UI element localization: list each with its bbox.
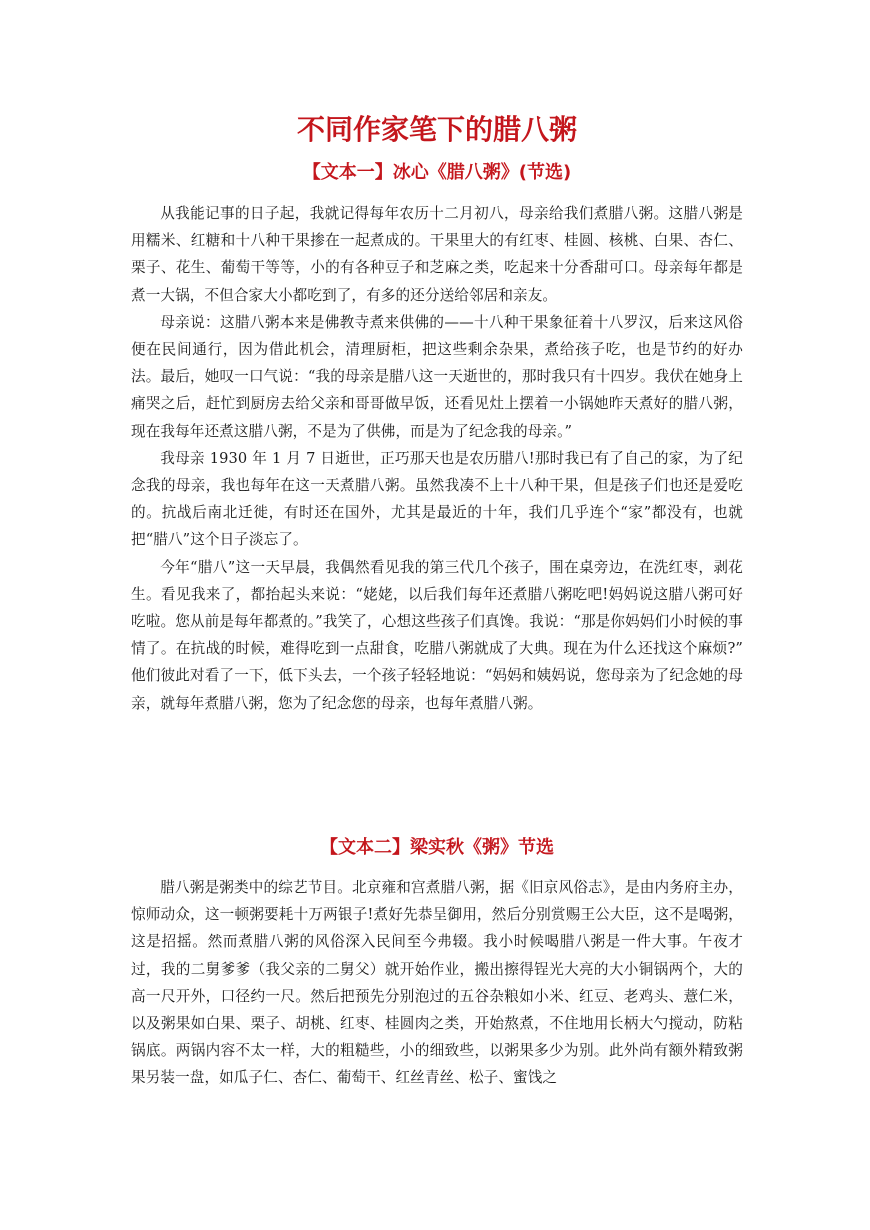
- section-2-paragraph-1: 腊八粥是粥类中的综艺节目。北京雍和宫煮腊八粥，据《旧京风俗志》，是由内务府主办，惊师动众，这一顿粥要耗十万两银子!煮好先恭呈御用，然后分别赏赐王公大臣，这不是喝粥，这是招摇。然而煮腊八粥的风俗深入民间至今弗辍。我小时候喝腊八粥是一件大事。午夜才过，我的二舅爹爹（我父亲的二舅父）就开始作业，搬出擦得锃光大亮的大小铜锅两个，大的高一尺开外，口径约一尺。然后把预先分别泡过的五谷杂粮如小米、红豆、老鸡头、薏仁米，以及粥果如白果、栗子、胡桃、红枣、桂圆肉之类，开始熬煮，不住地用长柄大勺搅动，防粘锅底。两锅内容不太一样，大的粗糙些，小的细致些，以粥果多少为别。此外尚有额外精致粥果另装一盘，如瓜子仁、杏仁、葡萄干、红丝青丝、松子、蜜饯之: [131, 879, 743, 1087]
- section-1-paragraph-4: 今年“腊八”这一天早晨，我偶然看见我的第三代几个孩子，围在桌旁边，在洗红枣，剥花生。看见我来了，都抬起头来说：“姥姥，以后我们每年还煮腊八粥吃吧!妈妈说这腊八粥可好吃啦。您从前是每年都煮的。”我笑了，心想这些孩子们真馋。我说：“那是你妈妈们小时候的事情了。在抗战的时候，难得吃到一点甜食，吃腊八粥就成了大典。现在为什么还找这个麻烦?” 他们彼此对看了一下，低下头去，一个孩子轻轻地说：“妈妈和姨妈说，您母亲为了纪念她的母亲，就每年煮腊八粥，您为了纪念您的母亲，也每年煮腊八粥。: [131, 558, 743, 712]
- section-1-paragraph-1: 从我能记事的日子起，我就记得每年农历十二月初八，母亲给我们煮腊八粥。这腊八粥是用糯米、红糖和十八种干果掺在一起煮成的。干果里大的有红枣、桂圆、核桃、白果、杏仁、栗子、花生、葡萄干等等，小的有各种豆子和芝麻之类，吃起来十分香甜可口。母亲每年都是煮一大锅，不但合家大小都吃到了，有多的还分送给邻居和亲友。: [131, 205, 743, 304]
- document-title: 不同作家笔下的腊八粥: [296, 113, 577, 146]
- section-1-paragraph-3: 我母亲 1930 年 1 月 7 日逝世，正巧那天也是农历腊八!那时我已有了自己的家，为了纪念我的母亲，我也每年在这一天煮腊八粥。虽然我凑不上十八种干果，但是孩子们也还是爱吃的。抗战后南北迁徙，有时还在国外，尤其是最近的十年，我们几乎连个“家”都没有，也就把“腊八”这个日子淡忘了。: [131, 449, 743, 549]
- section-1-body: [131, 200, 743, 717]
- section-1-paragraph-2: 母亲说：这腊八粥本来是佛教寺煮来供佛的——十八种干果象征着十八罗汉，后来这风俗便在民间通行，因为借此机会，清理厨柜，把这些剩余杂果，煮给孩子吃，也是节约的好办法。最后，她叹一口气说：“我的母亲是腊八这一天逝世的，那时我只有十四岁。我伏在她身上痛哭之后，赶忙到厨房去给父亲和哥哥做早饭，还看见灶上摆着一小锅她昨天煮好的腊八粥，现在我每年还煮这腊八粥，不是为了供佛，而是为了纪念我的母亲。”: [131, 313, 743, 440]
- section-2-heading: 【文本二】梁实秋《粥》节选: [320, 837, 554, 858]
- section-2-body: [131, 874, 743, 1092]
- section-1-heading: 【文本一】冰心《腊八粥》(节选): [302, 162, 572, 183]
